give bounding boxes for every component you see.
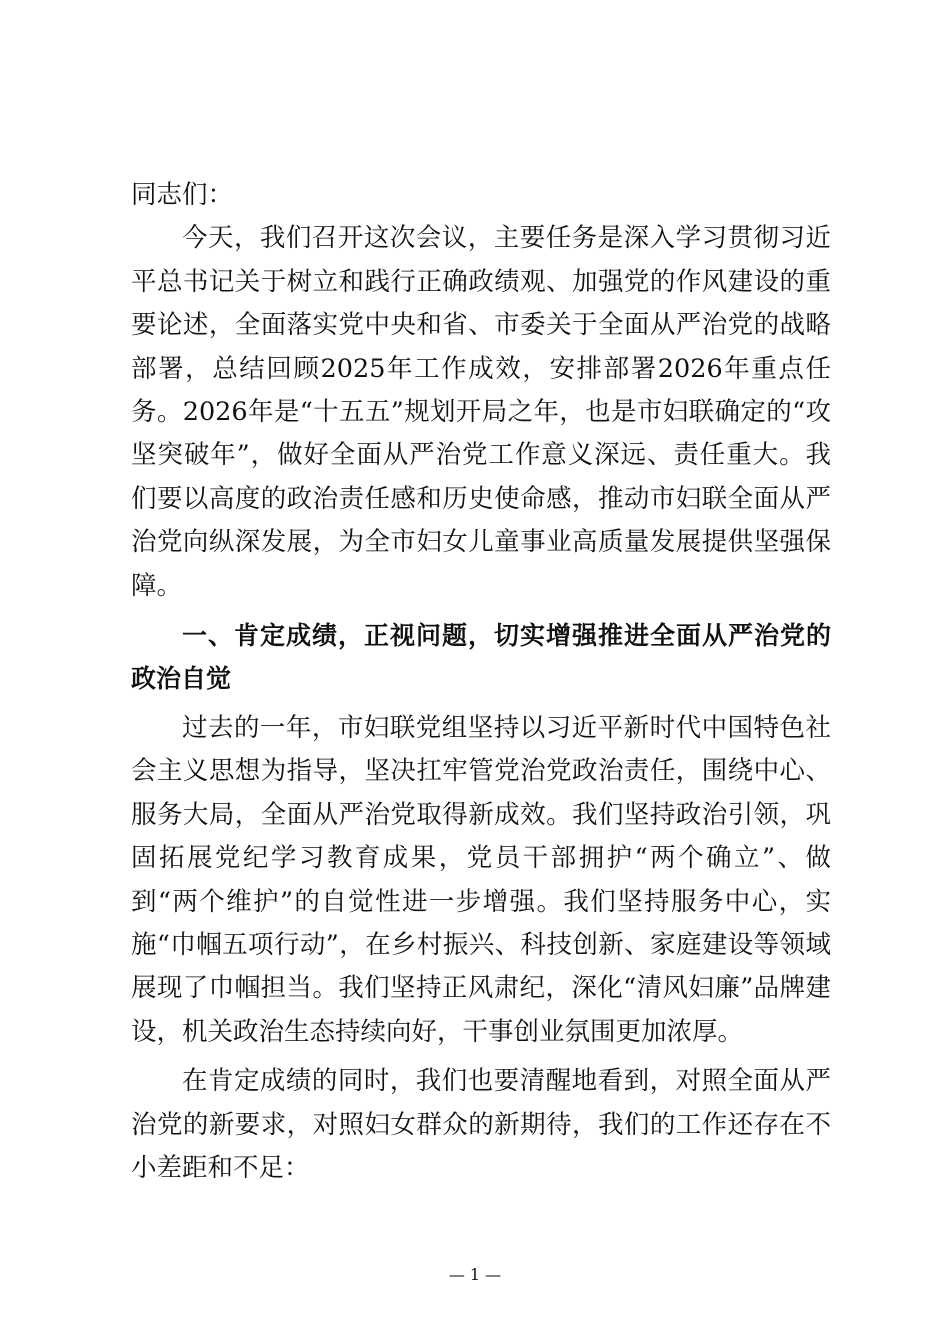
section-heading: 一、肯定成绩，正视问题，切实增强推进全面从严治党的政治自觉 xyxy=(131,621,831,694)
document-body xyxy=(131,174,831,1190)
salutation: 同志们： xyxy=(131,180,234,210)
section-paragraph-2: 在肯定成绩的同时，我们也要清醒地看到，对照全面从严治党的新要求，对照妇女群众的新期待，我们的工作还存在不小差距和不足： xyxy=(131,1066,831,1183)
opening-paragraph: 今天，我们召开这次会议，主要任务是深入学习贯彻习近平总书记关于树立和践行正确政绩观、加强党的作风建设的重要论述，全面落实党中央和省、市委关于全面从严治党的战略部署，总结回顾2025年工作成效，安排部署2026年重点任务。2026年是“十五五”规划开局之年，也是市妇联确定的“攻坚突破年”，做好全面从严治党工作意义深远、责任重大。我们要以高度的政治责任感和历史使命感，推动市妇联全面从严治党向纵深发展，为全市妇女儿童事业高质量发展提供坚强保障。 xyxy=(131,223,831,601)
section-paragraph-1: 过去的一年，市妇联党组坚持以习近平新时代中国特色社会主义思想为指导，坚决扛牢管党治党政治责任，围绕中心、服务大局，全面从严治党取得新成效。我们坚持政治引领，巩固拓展党纪学习教育成果，党员干部拥护“两个确立”、做到“两个维护”的自觉性进一步增强。我们坚持服务中心，实施“巾帼五项行动”，在乡村振兴、科技创新、家庭建设等领域展现了巾帼担当。我们坚持正风肃纪，深化“清风妇廉”品牌建设，机关政治生态持续向好，干事创业氛围更加浓厚。 xyxy=(131,712,831,1047)
page-number: — 1 — xyxy=(448,1265,502,1284)
